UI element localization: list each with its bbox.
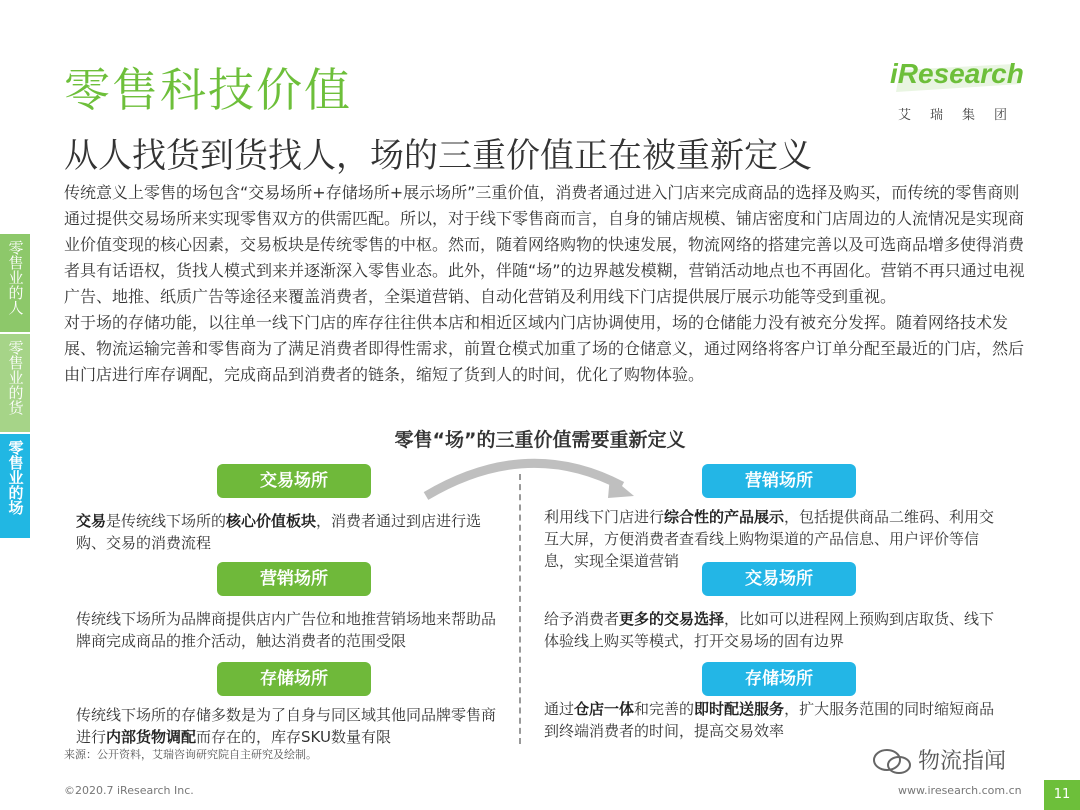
- intro-text: [64, 180, 1026, 388]
- left-storage-pill: 存储场所: [217, 662, 371, 696]
- right-trade-desc: 给予消费者更多的交易选择，比如可以进程网上预购到店取货、线下体验线上购买等模式，打开交易场的固有边界: [544, 610, 995, 650]
- intro-paragraph-2: 对于场的存储功能，以往单一线下门店的库存往往供本店和相近区域内门店协调使用，场的仓储能力没有被充分发挥。随着网络技术发展、物流运输完善和零售商为了满足消费者即得性需求，前置仓模式加重了场的仓储意义，通过网络将客户订单分配至最近的门店，然后由门店进行库存调配，完成商品到消费者的链条，缩短了货到人的时间，优化了购物体验。: [64, 313, 1025, 384]
- page-title: 零售科技价值: [64, 63, 352, 117]
- copyright: ©2020.7 iResearch Inc.: [64, 784, 194, 797]
- side-tab-label: 零售业的人: [6, 240, 25, 315]
- side-tab-goods[interactable]: [0, 334, 30, 432]
- side-tab-people[interactable]: [0, 234, 30, 332]
- wechat-name: 物流指闻: [918, 749, 1007, 774]
- side-navigation: [0, 234, 34, 538]
- left-marketing-pill: 营销场所: [217, 562, 371, 596]
- left-storage-desc: 传统线下场所的存储多数是为了自身与同区域其他同品牌零售商进行内部货物调配而存在的，库存SKU数量有限: [76, 706, 497, 746]
- intro-paragraph-1: 传统意义上零售的场包含“交易场所+存储场所+展示场所”三重价值，消费者通过进入门店来完成商品的选择及购买，而传统的零售商则通过提供交易场所来实现零售双方的供需匹配。所以，对于线下零售商而言，自身的铺店规模、铺店密度和门店周边的人流情况是实现商业价值变现的核心因素，交易板块是传统零售的中枢。然而，随着网络购物的快速发展，物流网络的搭建完善以及可选商品增多使得消费者具有话语权，货找人模式到来并逐渐深入零售业态。此外，伴随“场”的边界越发模糊，营销活动地点也不再固化。营销不再只通过电视广告、地推、纸质广告等途径来覆盖消费者，全渠道营销、自动化营销及利用线下门店提供展厅展示功能等受到重视。: [64, 183, 1025, 306]
- left-marketing-desc: 传统线下场所为品牌商提供店内广告位和地推营销场地来帮助品牌商完成商品的推介活动，触达消费者的范围受限: [76, 610, 497, 650]
- center-divider: [519, 474, 521, 744]
- page-number: 11: [1044, 780, 1080, 810]
- page-subtitle: 从人找货到货找人，场的三重价值正在被重新定义: [64, 136, 812, 176]
- left-trade-pill: 交易场所: [217, 464, 371, 498]
- logo-wordmark: iResearch: [890, 58, 1024, 89]
- wechat-icon: [872, 748, 912, 776]
- side-tab-label: 零售业的货: [6, 340, 25, 415]
- curved-arrow-icon: [412, 446, 642, 506]
- left-trade-desc: 交易是传统线下场所的核心价值板块，消费者通过到店进行选购、交易的消费流程: [76, 512, 482, 552]
- right-storage-pill: 存储场所: [702, 662, 856, 696]
- right-marketing-desc: 利用线下门店进行综合性的产品展示，包括提供商品二维码、利用交互大屏，方便消费者查看线上购物渠道的产品信息、用户评价等信息，实现全渠道营销: [544, 508, 995, 570]
- wechat-watermark: [872, 744, 1006, 776]
- source-note: 来源：公开资料，艾瑞咨询研究院自主研究及绘制。: [64, 748, 317, 761]
- right-marketing-pill: 营销场所: [702, 464, 856, 498]
- website-url: www.iresearch.com.cn: [898, 784, 1022, 797]
- iresearch-logo: [890, 58, 1027, 128]
- right-storage-desc: 通过仓店一体和完善的即时配送服务，扩大服务范围的同时缩短商品到终端消费者的时间，提高交易效率: [544, 700, 995, 740]
- logo-subtitle: 艾瑞集团: [898, 108, 1027, 123]
- diagram-title: 零售“场”的三重价值需要重新定义: [394, 429, 686, 451]
- side-tab-label: 零售业的场: [6, 440, 25, 515]
- right-trade-pill: 交易场所: [702, 562, 856, 596]
